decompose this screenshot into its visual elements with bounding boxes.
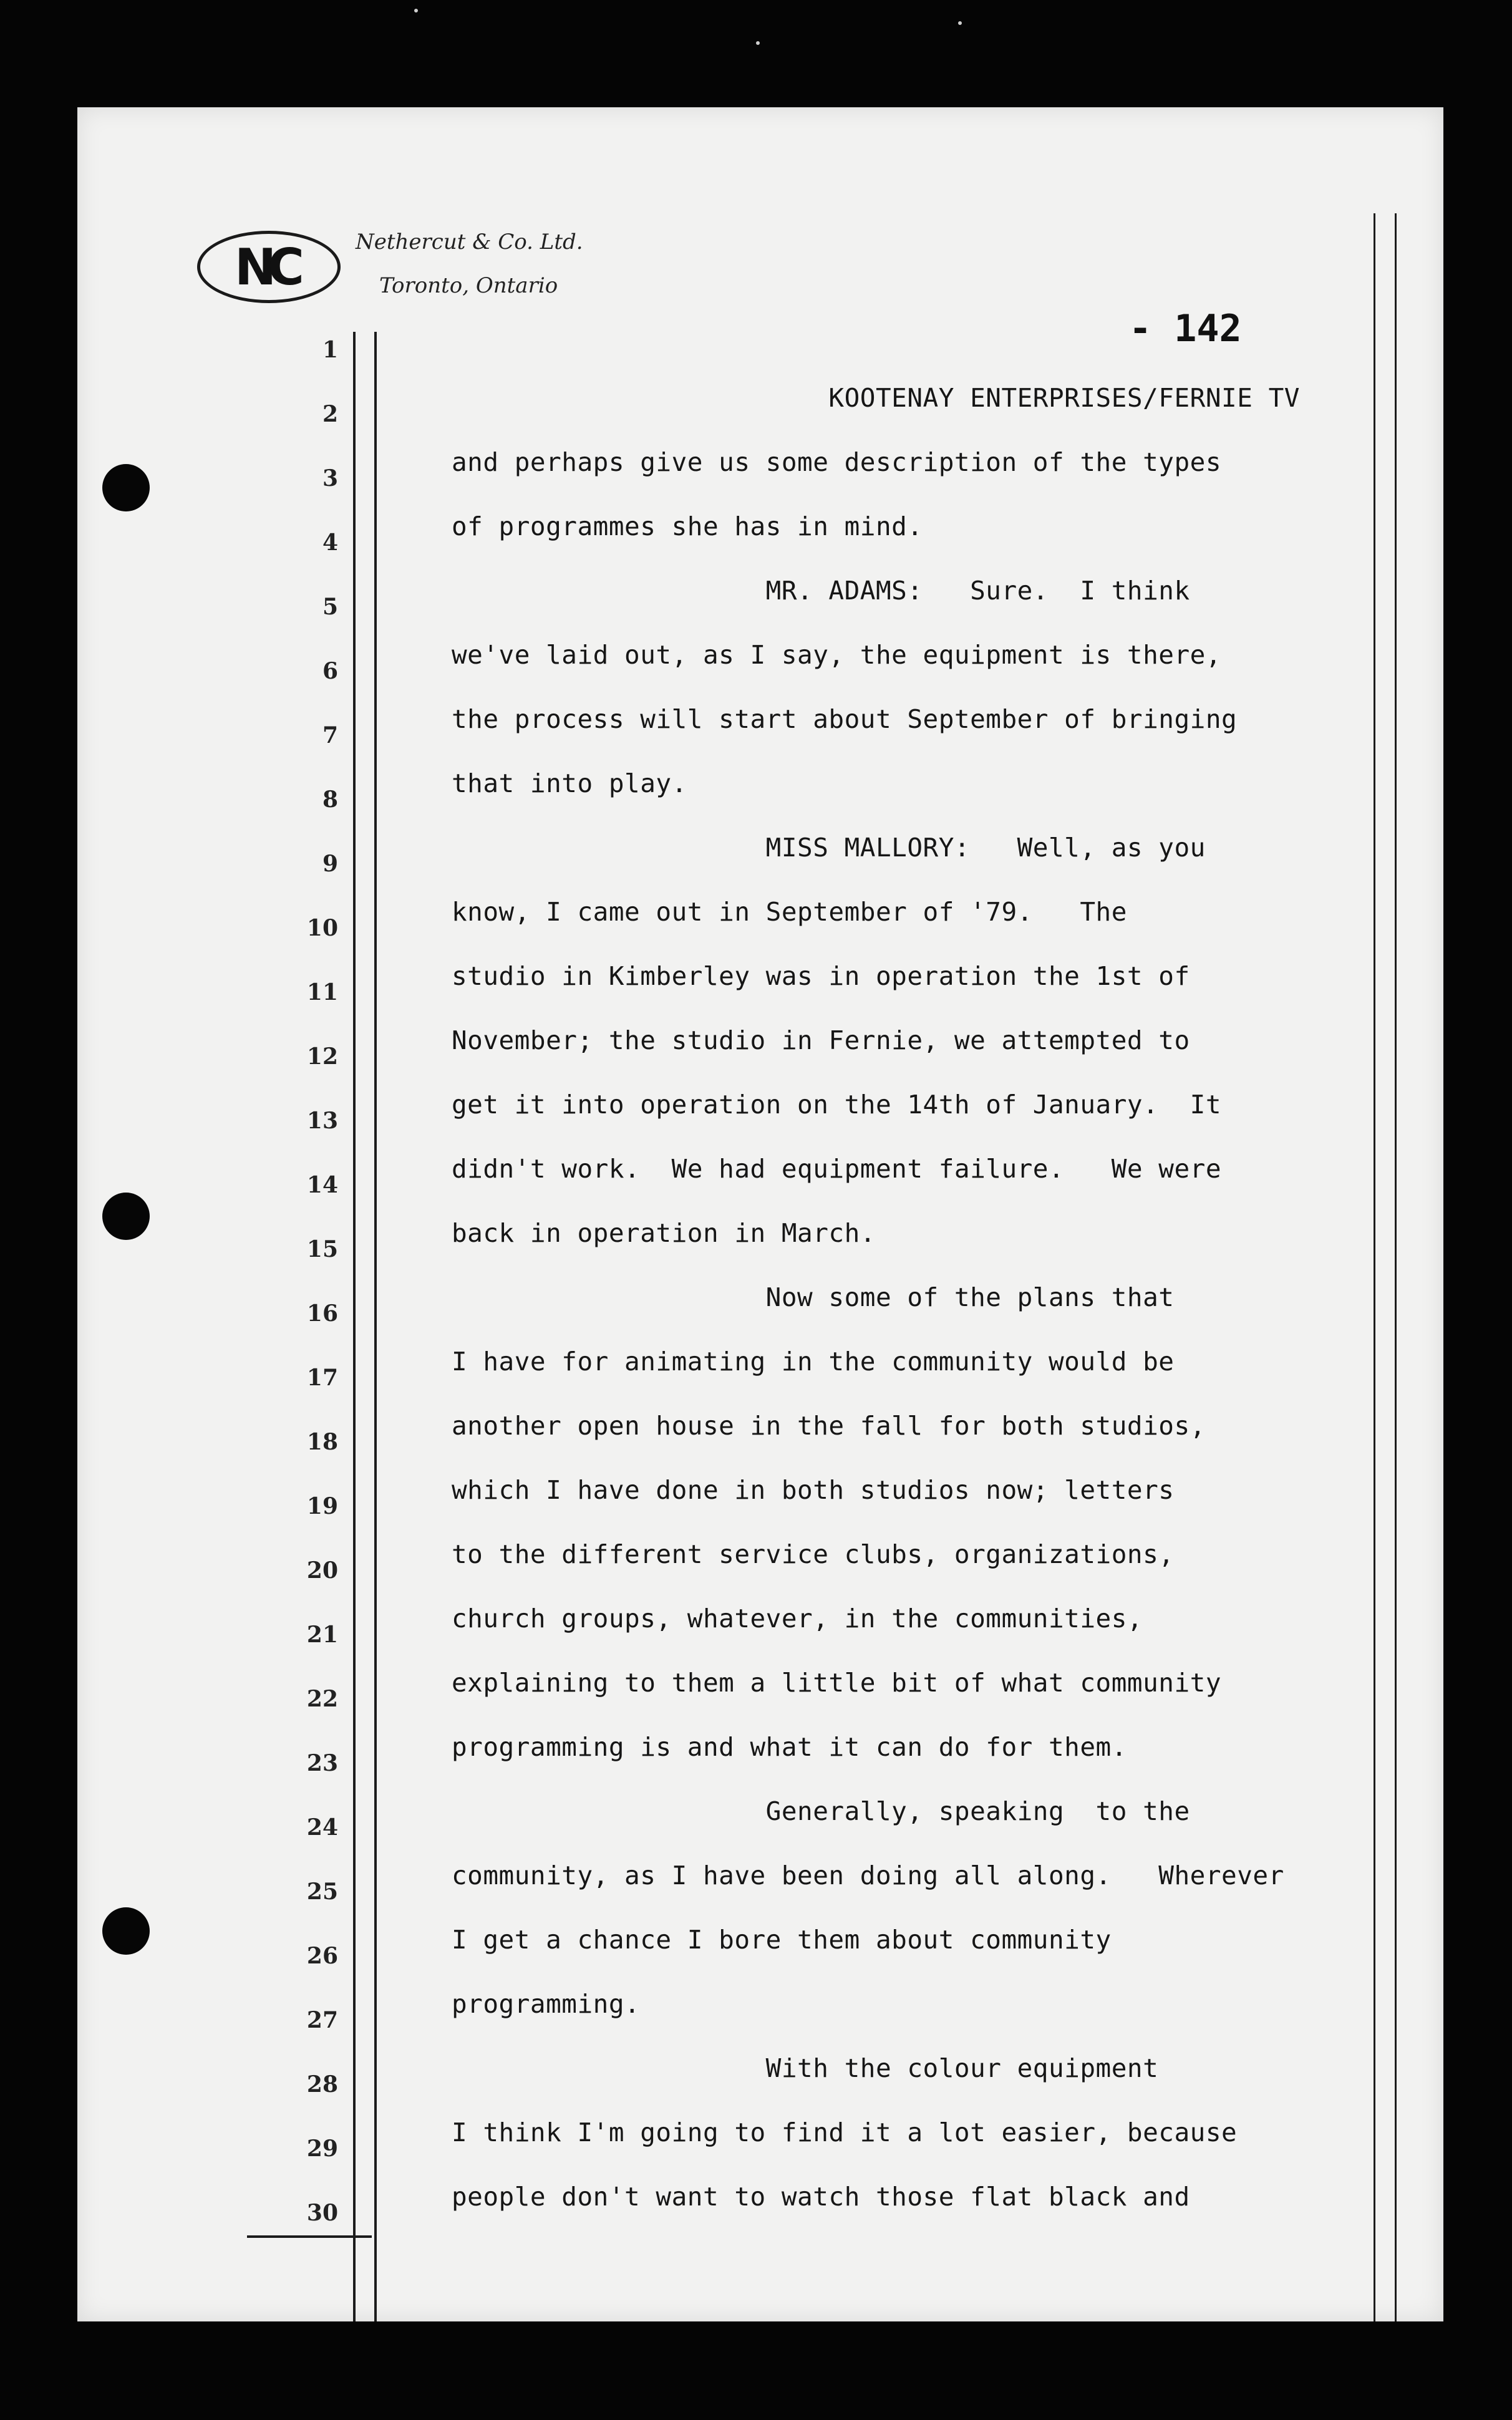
transcript-line: back in operation in March. xyxy=(452,1218,876,1248)
line-number: 19 xyxy=(306,1493,338,1519)
transcript-line: MISS MALLORY: Well, as you xyxy=(452,833,1206,863)
transcript-line: I think I'm going to find it a lot easier, because xyxy=(452,2118,1238,2147)
dust-speck xyxy=(958,21,962,25)
transcript-line: the process will start about September of bringing xyxy=(452,704,1238,734)
line-number: 17 xyxy=(306,1365,338,1391)
transcript-line: community, as I have been doing all along. Wherever xyxy=(452,1861,1284,1890)
line-number: 21 xyxy=(306,1622,338,1648)
dust-speck xyxy=(756,41,760,45)
line-number: 8 xyxy=(322,786,338,813)
line-number: 23 xyxy=(306,1750,338,1776)
transcript-line: that into play. xyxy=(452,768,687,798)
running-header: KOOTENAY ENTERPRISES/FERNIE TV xyxy=(452,383,1300,413)
logo-text: NC xyxy=(235,238,296,296)
margin-rule-right-inner xyxy=(1374,213,1375,2321)
line-number: 30 xyxy=(306,2200,338,2226)
line-number: 1 xyxy=(322,337,338,363)
transcript-line: programming. xyxy=(452,1989,641,2019)
transcript-line: November; the studio in Fernie, we attempted to xyxy=(452,1025,1190,1055)
binder-hole xyxy=(102,1907,150,1955)
transcript-line: church groups, whatever, in the communities, xyxy=(452,1604,1143,1634)
firm-name: Nethercut & Co. Ltd. xyxy=(356,230,583,254)
line-number: 26 xyxy=(306,1943,338,1969)
binder-hole xyxy=(102,464,150,511)
line-number: 15 xyxy=(306,1236,338,1262)
line-number: 20 xyxy=(306,1557,338,1584)
line-number: 22 xyxy=(306,1686,338,1712)
line-number: 18 xyxy=(306,1429,338,1455)
transcript-line: know, I came out in September of '79. The xyxy=(452,897,1127,927)
firm-logo xyxy=(197,231,341,303)
line-number: 4 xyxy=(322,530,338,556)
transcript-line: of programmes she has in mind. xyxy=(452,511,923,541)
transcript-line: I have for animating in the community would be xyxy=(452,1347,1175,1377)
transcript-line: With the colour equipment xyxy=(452,2053,1159,2083)
transcript-line: explaining to them a little bit of what community xyxy=(452,1668,1222,1698)
transcript-line: get it into operation on the 14th of January. It xyxy=(452,1090,1222,1120)
line-number: 12 xyxy=(306,1043,338,1070)
page-number: - 142 xyxy=(1129,307,1242,351)
transcript-line: another open house in the fall for both studios, xyxy=(452,1411,1206,1441)
line-number: 5 xyxy=(322,594,338,620)
line-number: 10 xyxy=(306,915,338,941)
line-number: 9 xyxy=(322,851,338,877)
line-number: 27 xyxy=(306,2007,338,2033)
transcript-line: didn't work. We had equipment failure. We were xyxy=(452,1154,1222,1184)
line-number: 13 xyxy=(306,1108,338,1134)
line-number: 25 xyxy=(306,1879,338,1905)
margin-rule-left-inner xyxy=(374,332,377,2321)
transcript-line: programming is and what it can do for them. xyxy=(452,1732,1127,1762)
transcript-line: people don't want to watch those flat black and xyxy=(452,2182,1190,2212)
binder-hole xyxy=(102,1193,150,1240)
margin-rule-right xyxy=(1395,213,1397,2321)
transcript-line: Generally, speaking to the xyxy=(452,1796,1190,1826)
transcript-line: studio in Kimberley was in operation the 1st of xyxy=(452,961,1190,991)
line-number: 14 xyxy=(306,1172,338,1198)
line-number: 11 xyxy=(306,979,338,1005)
line-number: 7 xyxy=(322,722,338,748)
line-number: 3 xyxy=(322,465,338,491)
transcript-line: I get a chance I bore them about community xyxy=(452,1925,1112,1955)
transcript-line: MR. ADAMS: Sure. I think xyxy=(452,576,1190,606)
transcript-line: Now some of the plans that xyxy=(452,1282,1175,1312)
transcript-line: which I have done in both studios now; letters xyxy=(452,1475,1175,1505)
line-number: 16 xyxy=(306,1300,338,1327)
line-number: 24 xyxy=(306,1814,338,1841)
transcript-line: we've laid out, as I say, the equipment is there, xyxy=(452,640,1222,670)
transcript-line: and perhaps give us some description of the types xyxy=(452,447,1222,477)
dust-speck xyxy=(414,9,418,12)
firm-city: Toronto, Ontario xyxy=(379,273,558,298)
line-number: 6 xyxy=(322,658,338,684)
margin-rule-left xyxy=(353,332,356,2321)
line-number: 28 xyxy=(306,2071,338,2098)
line-number: 29 xyxy=(306,2136,338,2162)
line-number: 2 xyxy=(322,401,338,427)
transcript-page xyxy=(77,107,1443,2321)
transcript-line: to the different service clubs, organizations, xyxy=(452,1539,1175,1569)
footer-rule xyxy=(247,2235,372,2238)
